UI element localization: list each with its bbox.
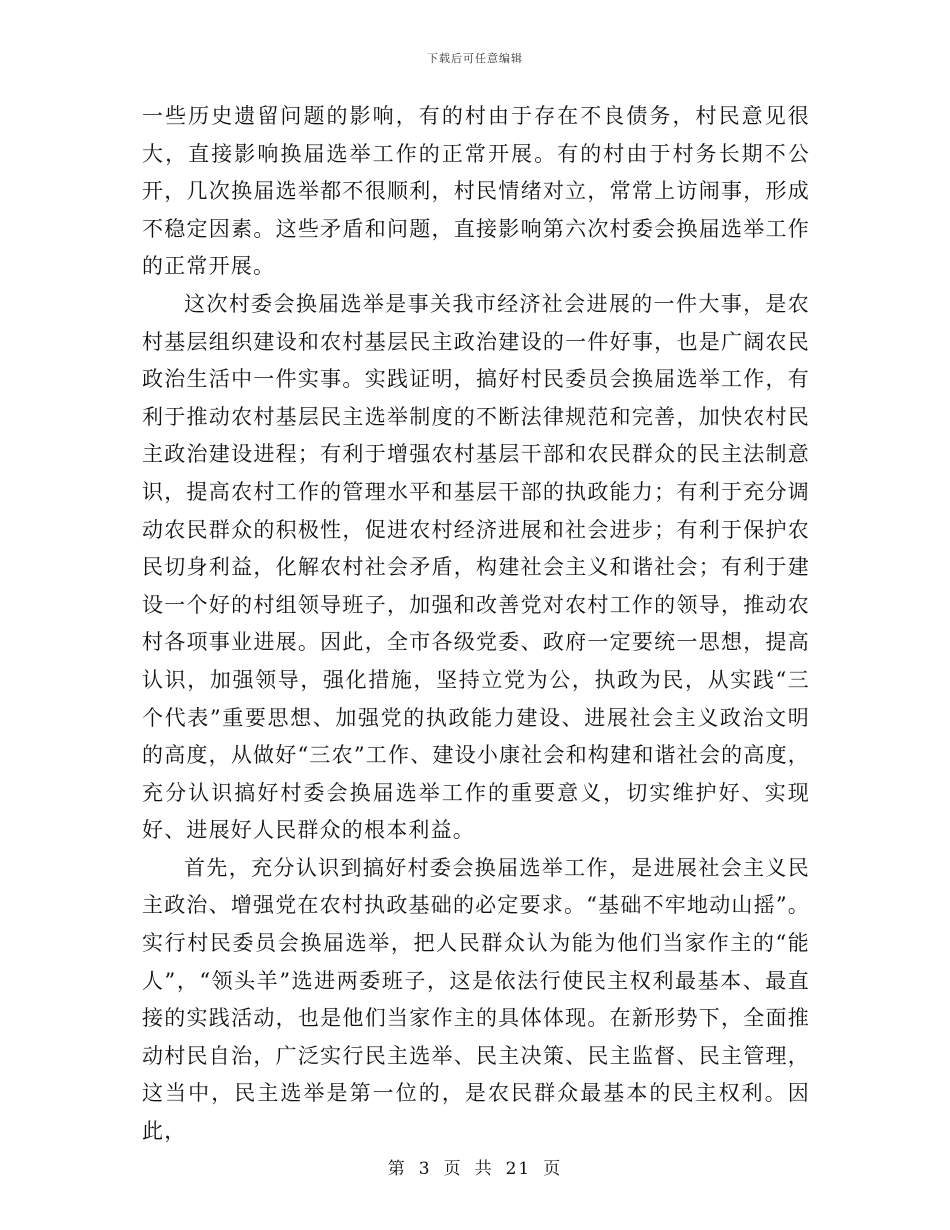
document-body [142,98,810,1151]
footer-label-unit-end: 页 [543,1159,563,1179]
footer-total-pages: 21 [505,1159,532,1179]
page-footer [0,1154,950,1179]
paragraph-first-point: 首先，充分认识到搞好村委会换届选举工作，是进展社会主义民主政治、增强党在农村执政基础的必定要求。“基础不牢地动山摇”。实行村民委员会换届选举，把人民群众认为能为他们当家作主的“能人”，“领头羊”选进两委班子，这是依法行使民主权利最基本、最直接的实践活动，也是他们当家作主的具体体现。在新形势下，全面推动村民自治，广泛实行民主选举、民主决策、民主监督、民主管理，这当中，民主选举是第一位的，是农民群众最基本的民主权利。因此， [142,855,810,1144]
footer-label-unit: 页 [443,1159,463,1179]
footer-current-page: 3 [418,1159,432,1179]
footer-label-total: 共 [474,1159,494,1179]
footer-label-page: 第 [387,1159,407,1179]
paragraph-election-significance: 这次村委会换届选举是事关我市经济社会进展的一件大事，是农村基层组织建设和农村基层民主政治建设的一件好事，也是广阔农民政治生活中一件实事。实践证明，搞好村民委员会换届选举工作，有利于推动农村基层民主选举制度的不断法律规范和完善，加快农村民主政治建设进程；有利于增强农村基层干部和农民群众的民主法制意识，提高农村工作的管理水平和基层干部的执政能力；有利于充分调动农民群众的积极性，促进农村经济进展和社会进步；有利于保护农民切身利益，化解农村社会矛盾，构建社会主义和谐社会；有利于建设一个好的村组领导班子，加强和改善党对农村工作的领导，推动农村各项事业进展。因此，全市各级党委、政府一定要统一思想，提高认识，加强领导，强化措施，坚持立党为公，执政为民，从实践“三个代表”重要思想、加强党的执政能力建设、进展社会主义政治文明的高度，从做好“三农”工作、建设小康社会和构建和谐社会的高度，充分认识搞好村委会换届选举工作的重要意义，切实维护好、实现好、进展好人民群众的根本利益。 [142,291,810,843]
page-header: 下载后可任意编辑 [427,52,523,65]
paragraph-continued: 一些历史遗留问题的影响，有的村由于存在不良债务，村民意见很大，直接影响换届选举工作的正常开展。有的村由于村务长期不公开，几次换届选举都不很顺利，村民情绪对立，常常上访闹事，形成不稳定因素。这些矛盾和问题，直接影响第六次村委会换届选举工作的正常开展。 [142,104,810,279]
